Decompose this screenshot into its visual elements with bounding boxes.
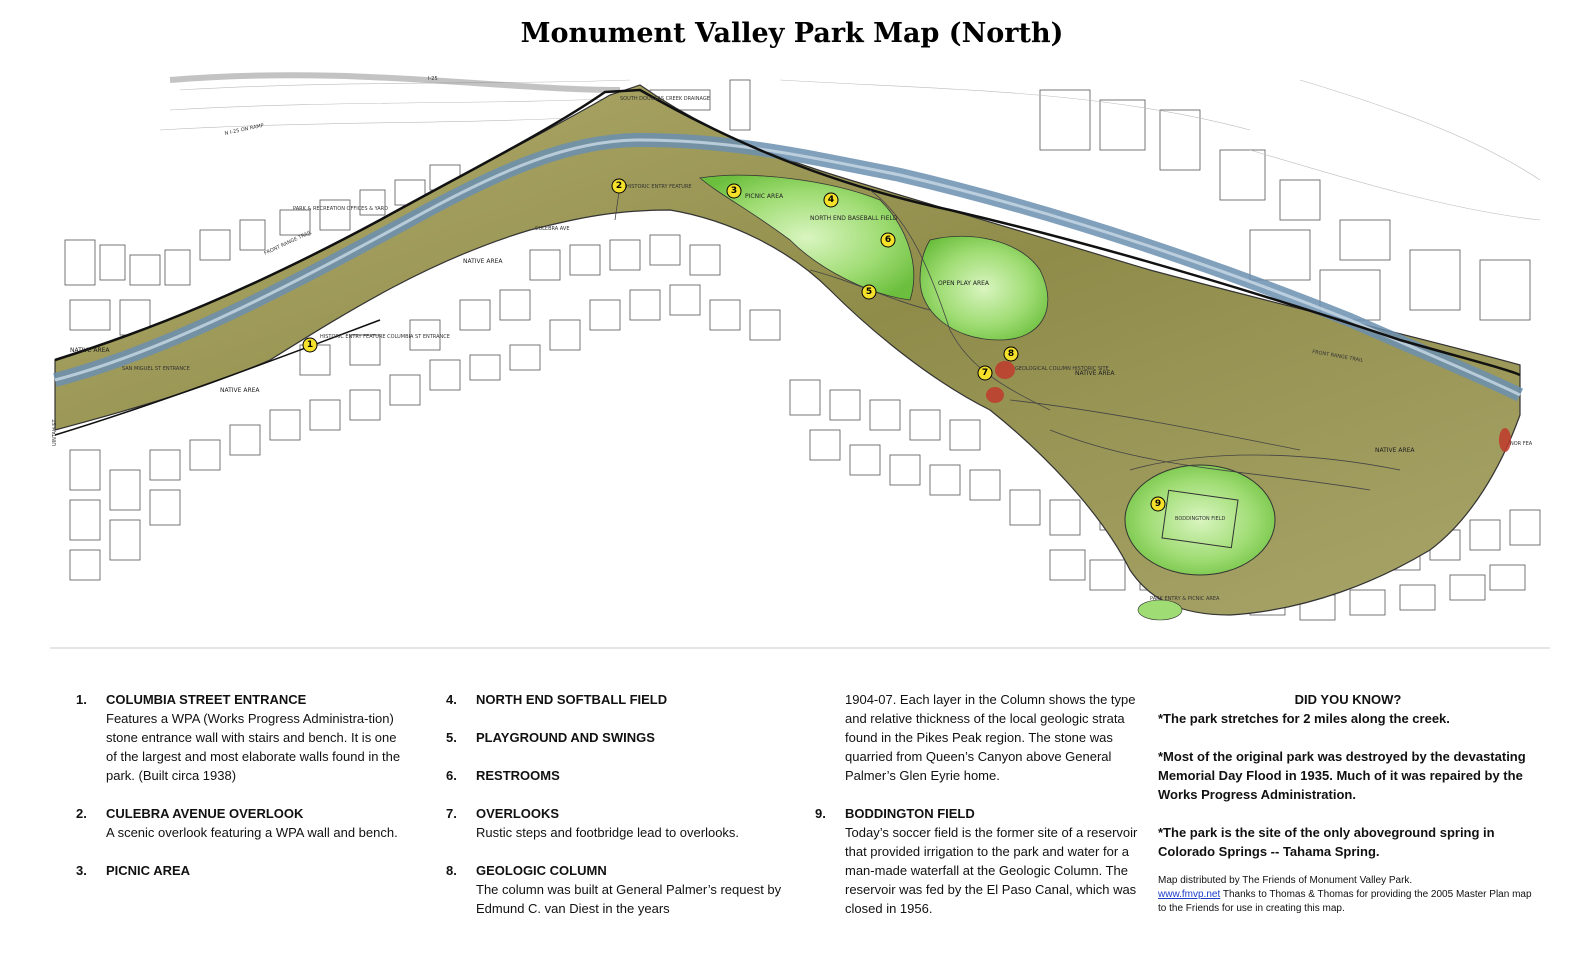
legend-item-2: 2. CULEBRA AVENUE OVERLOOK A scenic overlook featuring a WPA wall and bench. — [76, 804, 406, 842]
label-geologic-column: GEOLOGICAL COLUMN HISTORIC SITE — [1015, 366, 1109, 372]
legend-item-6: 6. RESTROOMS — [446, 766, 786, 785]
map-marker-3[interactable] — [727, 184, 741, 198]
map-marker-6[interactable] — [881, 233, 895, 247]
legend-item-9-title: BODDINGTON FIELD — [845, 806, 975, 821]
label-front-range-trail: FRONT RANGE TRAIL — [263, 229, 313, 257]
map-marker-8[interactable] — [1004, 347, 1018, 361]
credit-line-2: Thanks to Thomas & Thomas for providing the 2005 Master Plan map to the Friends for use in creating this map. — [1158, 889, 1532, 914]
label-i25: I-25 — [428, 76, 438, 82]
label-front-range-trail-east: FRONT RANGE TRAIL — [1311, 349, 1364, 364]
legend-item-1: 1. COLUMBIA STREET ENTRANCE Features a WPA (Works Progress Administra-tion) stone entrance wall with stairs and bench. It is one of the largest and most elaborate walls found in the park. (Built circa 1938) — [76, 690, 406, 785]
legend-item-3: 3. PICNIC AREA — [76, 861, 406, 880]
legend-item-6-title: RESTROOMS — [476, 768, 560, 783]
svg-text:1: 1 — [306, 340, 314, 350]
legend-item-1-desc: Features a WPA (Works Progress Administra-tion) stone entrance wall with stairs and bench. It is one of the largest and most elaborate walls found in the park. (Built circa 1938) — [106, 711, 401, 783]
legend-item-8: 8. GEOLOGIC COLUMN The column was built at General Palmer’s request by Edmund C. van Diest in the years — [446, 861, 786, 918]
label-north-end-baseball: NORTH END BASEBALL FIELD — [810, 215, 898, 222]
park-map — [50, 70, 1550, 650]
map-marker-4[interactable] — [824, 193, 838, 207]
label-historic-entry-columbia: HISTORIC ENTRY FEATURE COLUMBIA ST ENTRANCE — [320, 334, 450, 340]
legend-item-7-desc: Rustic steps and footbridge lead to overlooks. — [476, 825, 740, 840]
fmvp-link[interactable]: www.fmvp.net — [1158, 889, 1221, 900]
page-title: Monument Valley Park Map (North) — [520, 18, 1064, 49]
map-marker-5[interactable] — [862, 285, 876, 299]
label-native-area-1: NATIVE AREA — [463, 258, 503, 265]
park-entry-lawn — [1138, 600, 1182, 620]
legend-item-5-title: PLAYGROUND AND SWINGS — [476, 730, 655, 745]
label-native-area-5: NATIVE AREA — [1375, 447, 1415, 454]
legend-item-2-title: CULEBRA AVENUE OVERLOOK — [106, 806, 304, 821]
did-you-know-panel — [1158, 690, 1538, 916]
label-on-ramp: N I-25 ON RAMP — [224, 122, 265, 137]
label-native-area-2: NATIVE AREA — [70, 347, 110, 354]
legend-item-8-desc-continued: 1904-07. Each layer in the Column shows the type and relative thickness of the local geologic strata found in the Pikes Peak region. The stone was quarried from Queen’s Canyon above General Palmer’s Glen Eyrie home. — [845, 692, 1136, 783]
label-parks-rec: PARK & RECREATION OFFICES & YARD — [293, 206, 389, 212]
legend-item-7-title: OVERLOOKS — [476, 806, 560, 821]
legend-item-2-desc: A scenic overlook featuring a WPA wall and bench. — [106, 825, 398, 840]
label-picnic-area: PICNIC AREA — [745, 193, 784, 200]
map-marker-9[interactable] — [1151, 497, 1165, 511]
legend-item-1-title: COLUMBIA STREET ENTRANCE — [106, 692, 307, 707]
svg-text:3: 3 — [730, 186, 738, 196]
fact-3: *The park is the site of the only aboveground spring in Colorado Springs -- Tahama Spring. — [1158, 825, 1495, 859]
svg-text:7: 7 — [981, 368, 989, 378]
label-north-edge-feature: NOR FEA — [1510, 441, 1533, 447]
label-park-entry: PARK ENTRY & PICNIC AREA — [1150, 596, 1220, 602]
svg-text:9: 9 — [1154, 499, 1162, 509]
label-open-play-area: OPEN PLAY AREA — [938, 280, 990, 287]
legend-column-1 — [76, 690, 406, 899]
map-marker-7[interactable] — [978, 366, 992, 380]
svg-text:2: 2 — [615, 181, 623, 191]
map-credit — [1158, 874, 1538, 916]
map-marker-2[interactable] — [612, 179, 626, 193]
legend-item-8-title: GEOLOGIC COLUMN — [476, 863, 607, 878]
label-boddington-field: BODDINGTON FIELD — [1175, 516, 1226, 522]
label-culebra-ave: CULEBRA AVE — [535, 226, 570, 232]
park-area — [55, 85, 1520, 615]
legend-item-3-title: PICNIC AREA — [106, 863, 191, 878]
svg-text:5: 5 — [865, 287, 873, 297]
legend-item-4-title: NORTH END SOFTBALL FIELD — [476, 692, 668, 707]
label-san-miguel: SAN MIGUEL ST ENTRANCE — [122, 366, 190, 372]
interstate-highway — [170, 75, 620, 90]
label-native-area-3: NATIVE AREA — [220, 387, 260, 394]
label-native-area-4: NATIVE AREA — [1075, 370, 1115, 377]
legend-item-7: 7. OVERLOOKS Rustic steps and footbridge lead to overlooks. — [446, 804, 786, 842]
svg-text:8: 8 — [1007, 349, 1015, 359]
fact-2: *Most of the original park was destroyed by the devastating Memorial Day Flood in 1935. Much of it was repaired by the Works Progress Administration. — [1158, 749, 1526, 802]
label-historic-entry-culebra: HISTORIC ENTRY FEATURE — [626, 184, 692, 190]
credit-line-1: Map distributed by The Friends of Monument Valley Park. — [1158, 875, 1413, 886]
svg-text:6: 6 — [884, 235, 892, 245]
fact-1: *The park stretches for 2 miles along the creek. — [1158, 711, 1450, 726]
map-marker-1[interactable] — [303, 338, 317, 352]
legend-item-5: 5. PLAYGROUND AND SWINGS — [446, 728, 786, 747]
label-uintah-st: UINTAH ST — [52, 419, 58, 446]
legend-column-3 — [815, 690, 1145, 937]
svg-text:4: 4 — [827, 195, 835, 205]
did-you-know-title: DID YOU KNOW? — [1294, 692, 1402, 707]
legend-item-9-desc: Today’s soccer field is the former site of a reservoir that provided irrigation to the park and water for a man-made waterfall at the Geologic Column. The reservoir was fed by the El Paso Canal, which was closed in 1956. — [845, 825, 1138, 916]
legend-item-8-desc: The column was built at General Palmer’s request by Edmund C. van Diest in the years — [476, 882, 782, 916]
legend-item-4: 4. NORTH END SOFTBALL FIELD — [446, 690, 786, 709]
legend-column-2 — [446, 690, 786, 937]
park-map-graphic — [50, 70, 1550, 650]
legend-item-9: 9. BODDINGTON FIELD Today’s soccer field is the former site of a reservoir that provided irrigation to the park and water for a man-made waterfall at the Geologic Column. The reservoir was fed by the El Paso Canal, which was closed in 1956. — [815, 804, 1145, 918]
label-south-douglas: SOUTH DOUGLAS CREEK DRAINAGE — [620, 96, 710, 102]
